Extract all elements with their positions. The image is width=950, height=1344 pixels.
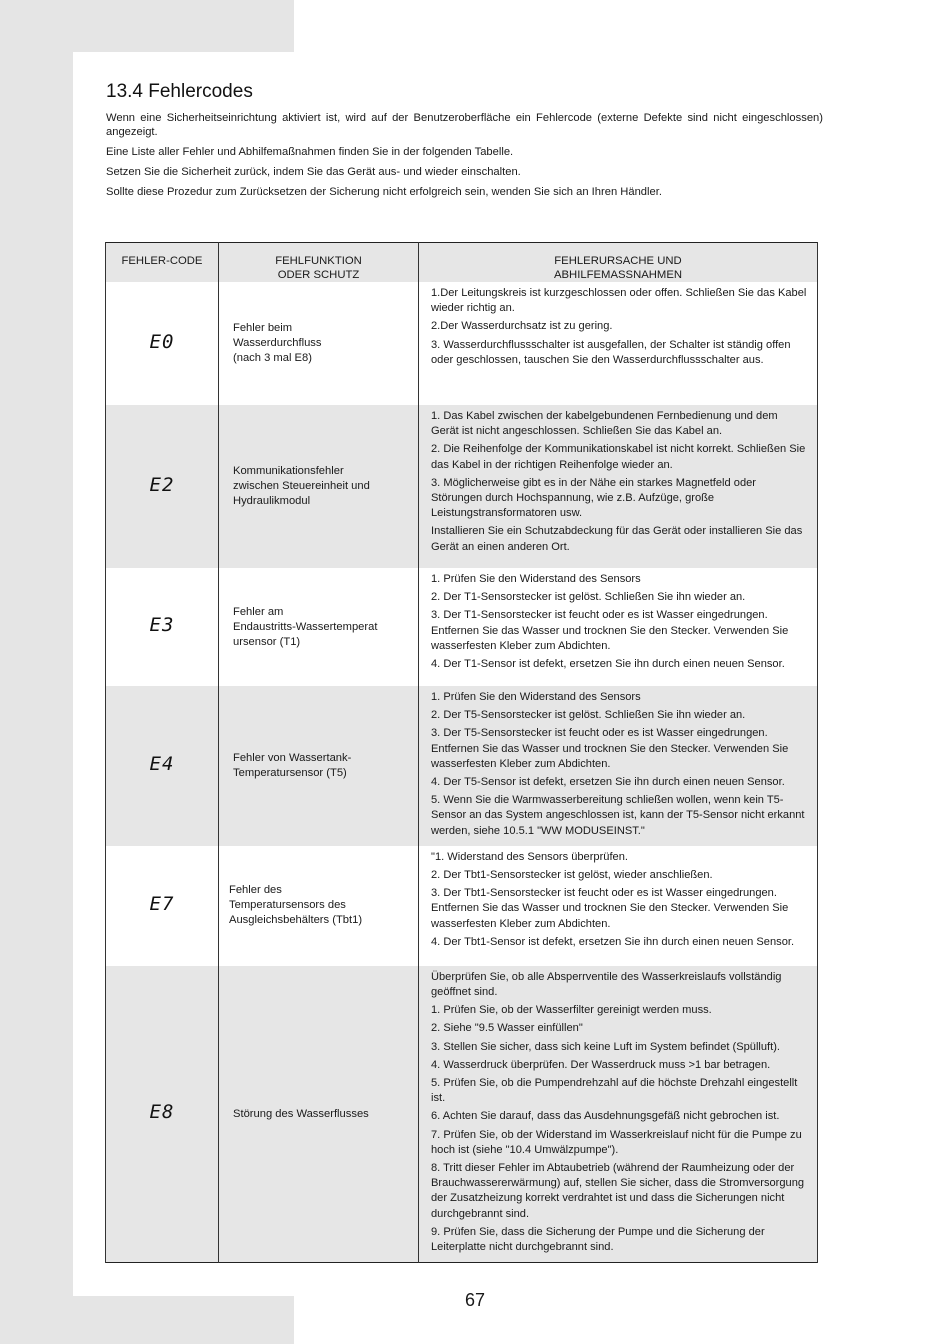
table-row <box>106 405 818 568</box>
cause-remedy-cell <box>419 405 818 568</box>
fault-description: Fehler von Wassertank- Temperatursensor (T5) <box>233 751 352 779</box>
error-code-cell <box>106 405 219 568</box>
header-fault: FEHLFUNKTION ODER SCHUTZ <box>219 243 419 283</box>
error-code-cell <box>106 846 219 966</box>
table-row <box>106 568 818 686</box>
error-code-display: E7 <box>149 893 175 916</box>
fault-description-cell <box>219 282 419 405</box>
cause-remedy-item: 1. Prüfen Sie, ob der Wasserfilter gereinigt werden muss. <box>431 1004 712 1017</box>
page-number: 67 <box>464 1290 486 1310</box>
intro-paragraph: Eine Liste aller Fehler und Abhilfemaßnahmen finden Sie in der folgenden Tabelle. <box>106 146 514 158</box>
cause-remedy-item: 2. Der T1-Sensorstecker ist gelöst. Schließen Sie ihn wieder an. <box>431 591 746 604</box>
fault-description-cell <box>219 686 419 846</box>
intro-paragraph: Sollte diese Prozedur zum Zurücksetzen der Sicherung nicht erfolgreich sein, wenden Sie sich an Ihren Händler. <box>106 186 662 198</box>
cause-remedy-item: 3. Der T1-Sensorstecker ist feucht oder es ist Wasser eingedrungen. Entfernen Sie das Wasser und trocknen Sie den Stecker. Verwenden Sie wasserfesten Kleber zum Abdichten. <box>431 609 789 652</box>
fault-description: Kommunikationsfehler zwischen Steuereinheit und Hydraulikmodul <box>233 465 370 507</box>
cause-remedy-item: 2. Der Tbt1-Sensorstecker ist gelöst, wieder anschließen. <box>431 869 713 882</box>
error-code-display: E2 <box>149 473 175 496</box>
cause-remedy-item: 9. Prüfen Sie, dass die Sicherung der Pumpe und die Sicherung der Leiterplatte nicht durchgebrannt sind. <box>431 1225 765 1254</box>
table-header-row <box>106 243 818 283</box>
cause-remedy-item: 3. Stellen Sie sicher, dass sich keine Luft im System befindet (Spülluft). <box>431 1040 781 1053</box>
cause-remedy-item: 4. Der T1-Sensor ist defekt, ersetzen Sie ihn durch einen neuen Sensor. <box>431 658 785 671</box>
cause-remedy-item: 2. Siehe "9.5 Wasser einfüllen" <box>431 1022 583 1035</box>
cause-remedy-item: 7. Prüfen Sie, ob der Widerstand im Wasserkreislauf nicht für die Pumpe zu hoch ist (siehe "10.4 Umwälzpumpe"). <box>431 1128 802 1156</box>
error-code-display: E8 <box>149 1101 175 1124</box>
cause-remedy-item: 1. Prüfen Sie den Widerstand des Sensors <box>431 573 641 585</box>
fault-description-cell <box>219 966 419 1263</box>
fault-description: Fehler des Temperatursensors des Ausgleichsbehälters (Tbt1) <box>229 884 363 927</box>
cause-remedy-item: 4. Wasserdruck überprüfen. Der Wasserdruck muss >1 bar betragen. <box>431 1058 771 1071</box>
intro-text <box>106 111 823 205</box>
fault-description-cell <box>219 846 419 966</box>
cause-remedy-item: 3. Wasserdurchflussschalter ist ausgefallen, der Schalter ist ständig offen oder geschlossen, tauschen Sie den Wasserdurchflussschalter aus. <box>431 338 791 366</box>
cause-remedy-cell <box>419 282 818 405</box>
cause-remedy-item: 4. Der T5-Sensor ist defekt, ersetzen Sie ihn durch einen neuen Sensor. <box>431 776 785 789</box>
table-row <box>106 282 818 405</box>
cause-remedy-cell <box>419 966 818 1263</box>
cause-remedy-item: 1. Das Kabel zwischen der kabelgebundenen Fernbedienung und dem Gerät ist nicht angeschlossen. Schließen Sie das Kabel an. <box>431 410 778 438</box>
cause-remedy-item: 3. Der T5-Sensorstecker ist feucht oder es ist Wasser eingedrungen. Entfernen Sie das Wasser und trocknen Sie den Stecker. Verwenden Sie wasserfesten Kleber zum Abdichten. <box>431 727 789 770</box>
cause-remedy-item: 1.Der Leitungskreis ist kurzgeschlossen oder offen. Schließen Sie das Kabel wieder richtig an. <box>431 287 807 315</box>
cause-remedy-item: 3. Der Tbt1-Sensorstecker ist feucht oder es ist Wasser eingedrungen. Entfernen Sie das Wasser und trocknen Sie den Stecker. Verwenden Sie wasserfesten Kleber zum Abdichten. <box>431 887 789 930</box>
fault-description-cell <box>219 405 419 568</box>
cause-remedy-cell <box>419 568 818 686</box>
fault-description: Fehler am Endaustritts-Wassertemperat ursensor (T1) <box>233 605 378 648</box>
cause-remedy-cell <box>419 846 818 966</box>
error-code-cell <box>106 282 219 405</box>
fault-description: Fehler beim Wasserdurchfluss (nach 3 mal E8) <box>233 322 322 364</box>
error-code-display: E4 <box>149 753 175 776</box>
header-code: FEHLER-CODE <box>106 243 219 283</box>
cause-remedy-item: 8. Tritt dieser Fehler im Abtaubetrieb (während der Raumheizung oder der Brauchwassererwärmung) auf, stellen Sie sicher, dass die Stromversorgung der Zusatzheizung korrekt verdrahtet ist und dass die Sicherungen nicht durchgebrannt sind. <box>431 1162 805 1220</box>
cause-remedy-item: 3. Möglicherweise gibt es in der Nähe ein starkes Magnetfeld oder Störungen durch Hochspannung, wie z.B. Aufzüge, große Leistungstransformatoren usw. <box>431 476 756 520</box>
cause-remedy-item: 2. Die Reihenfolge der Kommunikationskabel ist nicht korrekt. Schließen Sie das Kabel in der richtigen Reihenfolge wieder an. <box>431 443 806 471</box>
cause-remedy-item: 5. Prüfen Sie, ob die Pumpendrehzahl auf die höchste Drehzahl eingestellt ist. <box>431 1077 798 1105</box>
cause-remedy-item: Installieren Sie ein Schutzabdeckung für das Gerät oder installieren Sie das Gerät an einen anderen Ort. <box>431 525 803 553</box>
intro-paragraph: Setzen Sie die Sicherheit zurück, indem Sie das Gerät aus- und wieder einschalten. <box>106 166 521 178</box>
cause-remedy-item: 1. Prüfen Sie den Widerstand des Sensors <box>431 691 641 703</box>
error-code-table <box>105 242 818 1263</box>
table-body <box>106 282 818 1263</box>
fault-description: Störung des Wasserflusses <box>233 1107 369 1120</box>
error-code-cell <box>106 966 219 1263</box>
page-margin-strip-top <box>0 0 294 52</box>
table-row <box>106 846 818 966</box>
section-title: 13.4 Fehlercodes <box>106 81 253 102</box>
error-code-display: E3 <box>149 614 175 637</box>
error-code-cell <box>106 686 219 846</box>
fault-description-cell <box>219 568 419 686</box>
cause-remedy-item: "1. Widerstand des Sensors überprüfen. <box>431 850 628 863</box>
header-causes: FEHLERURSACHE UND ABHILFEMASSNAHMEN <box>419 243 818 283</box>
table-row <box>106 686 818 846</box>
error-code-cell <box>106 568 219 686</box>
cause-remedy-cell <box>419 686 818 846</box>
intro-paragraph: Wenn eine Sicherheitseinrichtung aktiviert ist, wird auf der Benutzeroberfläche ein Fehlercode (externe Defekte sind nicht eingeschlossen) angezeigt. <box>106 112 823 138</box>
page-margin-strip <box>0 0 73 1344</box>
table-row <box>106 966 818 1263</box>
error-code-display: E0 <box>149 330 175 353</box>
cause-remedy-item: 4. Der Tbt1-Sensor ist defekt, ersetzen Sie ihn durch einen neuen Sensor. <box>431 935 795 948</box>
cause-remedy-item: Überprüfen Sie, ob alle Absperrventile des Wasserkreislaufs vollständig geöffnet sind. <box>431 970 782 999</box>
cause-remedy-item: 2.Der Wasserdurchsatz ist zu gering. <box>431 320 613 333</box>
cause-remedy-item: 5. Wenn Sie die Warmwasserbereitung schließen wollen, wenn kein T5-Sensor an das System angeschlossen ist, kann der T5-Sensor nicht erkannt werden, siehe 10.5.1 "WW MODUSEINST." <box>431 794 805 837</box>
cause-remedy-item: 2. Der T5-Sensorstecker ist gelöst. Schließen Sie ihn wieder an. <box>431 709 746 722</box>
cause-remedy-item: 6. Achten Sie darauf, dass das Ausdehnungsgefäß nicht gebrochen ist. <box>431 1110 780 1123</box>
